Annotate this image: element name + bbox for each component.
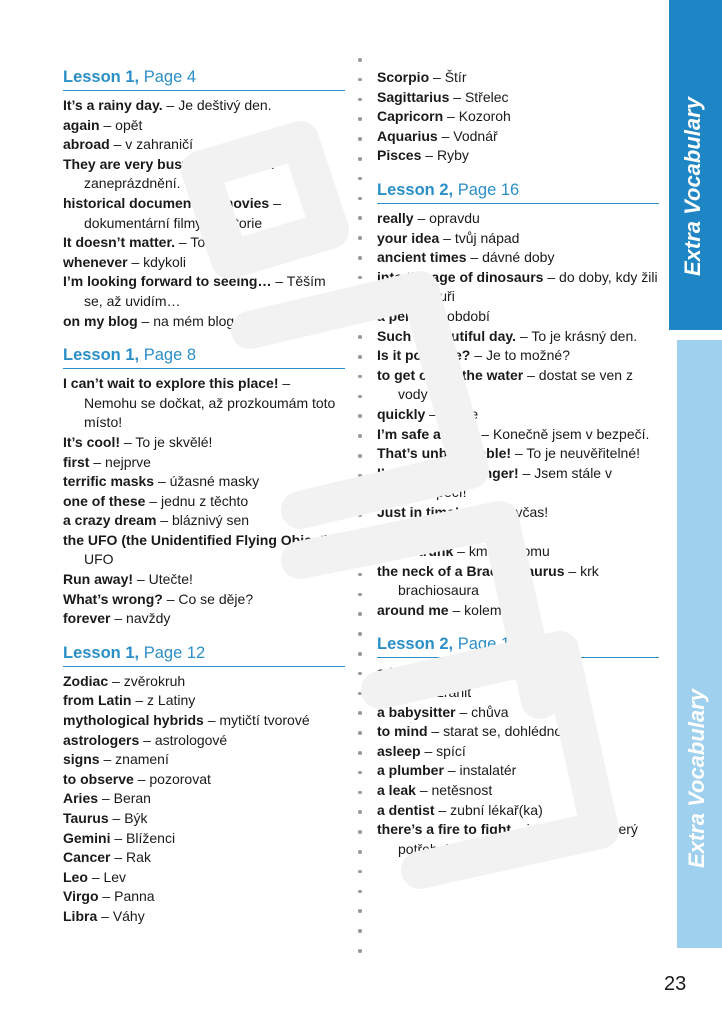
- lesson-heading: [377, 635, 659, 658]
- lesson-page: Page 4: [143, 68, 197, 86]
- vocab-term: signs: [63, 751, 100, 768]
- vocab-entry: Sagittarius – Střelec: [377, 88, 509, 105]
- vocab-translation: Utečte!: [148, 571, 193, 588]
- vocab-entry: asleep – spící: [377, 742, 466, 759]
- divider-dot: [358, 117, 362, 121]
- vocab-translation: Střelec: [464, 88, 509, 105]
- vocab-entry: a tailor – krejčí: [377, 664, 472, 681]
- vocab-entry: mythological hybrids – mytičtí tvorové: [63, 712, 310, 729]
- vocab-translation: zranit: [436, 684, 472, 701]
- divider-dot: [358, 909, 362, 913]
- vocab-translation: je tam oheň, který potřebuje uhasit: [398, 821, 638, 857]
- lesson-number: Lesson 1,: [63, 346, 140, 365]
- vocab-term: a babysitter: [377, 703, 456, 720]
- vocab-translation: Nemohu se dočkat, až prozkoumám toto místo!: [84, 394, 336, 431]
- lesson-page: Page 12: [143, 643, 206, 662]
- vocab-term: on my blog: [63, 312, 138, 329]
- vocab-term: Aquarius: [377, 127, 438, 144]
- lesson-section: [377, 181, 659, 620]
- vocab-translation: bláznivý sen: [171, 512, 250, 529]
- vocab-entry: ancient times – dávné doby: [377, 249, 555, 266]
- lesson-heading: [63, 346, 345, 369]
- vocab-entry: Aquarius – Vodnář: [377, 127, 498, 144]
- vocab-entry: one of these – jednu z těchto: [63, 492, 249, 509]
- vocab-entry: I’m always in danger! – Jsem stále v nebezpečí!: [377, 464, 612, 501]
- vocab-term: What’s wrong?: [63, 590, 163, 607]
- vocab-entry: into the age of dinosaurs – do doby, kdy žili dinosauři: [377, 268, 658, 305]
- vocab-term: the UFO (the Unidentified Flying Object): [63, 531, 329, 548]
- vocab-entry: terrific masks – úžasné masky: [63, 473, 260, 490]
- vocab-translation: instalatér: [459, 762, 517, 779]
- lesson-section: [63, 68, 345, 331]
- vocab-translation: Lev: [103, 868, 127, 885]
- divider-dot: [358, 810, 362, 814]
- divider-dot: [358, 731, 362, 735]
- vocab-term: Scorpio: [377, 69, 430, 85]
- vocab-term: your idea: [377, 229, 440, 246]
- divider-dot: [358, 177, 362, 181]
- vocab-entry: again – opět: [63, 116, 143, 133]
- vocab-entry: historical documentary movies – dokumentární filmy z historie: [63, 194, 281, 231]
- divider-dot: [358, 652, 362, 656]
- vocab-term: They are very busy.: [63, 155, 193, 172]
- vocab-term: a period: [377, 307, 432, 324]
- vocab-translation: Co se děje?: [178, 590, 254, 607]
- vocab-translation: Panna: [114, 888, 155, 905]
- vocab-translation: UFO: [84, 551, 114, 568]
- divider-dot: [358, 830, 362, 834]
- vocab-entry: from Latin – z Latiny: [63, 692, 196, 709]
- page-number: 23: [664, 973, 687, 995]
- vocab-translation: Býk: [124, 810, 148, 826]
- vocab-translation: netěsnost: [431, 782, 493, 798]
- vocab-translation: opět: [115, 116, 143, 133]
- divider-dot: [358, 751, 362, 755]
- vocab-term: again: [63, 116, 100, 133]
- lesson-section: [63, 346, 345, 629]
- vocab-entry: whenever – kdykoli: [63, 253, 186, 270]
- vocab-translation: zubní lékař(ka): [450, 801, 543, 818]
- lesson-heading: [377, 181, 659, 204]
- vocab-term: abroad: [63, 136, 110, 153]
- vocab-translation: jednu z těchto: [161, 492, 249, 509]
- divider-dot: [358, 672, 362, 676]
- vocab-translation: Štír: [444, 69, 467, 85]
- lesson-number: Lesson 1,: [63, 68, 140, 86]
- lesson-page: Page 18: [457, 635, 520, 654]
- divider-dot: [358, 553, 362, 557]
- left-column: [63, 68, 345, 942]
- vocab-entry: astrologers – astrologové: [63, 731, 228, 748]
- vocab-translation: tvůj nápad: [454, 229, 520, 246]
- divider-dot: [358, 850, 362, 854]
- divider-dot: [358, 593, 362, 597]
- vocab-term: one of these: [63, 492, 146, 509]
- vocab-translation: z Latiny: [147, 692, 196, 709]
- vocab-translation: znamení: [115, 751, 169, 768]
- vocab-translation: v zahraničí: [125, 136, 193, 153]
- vocab-translation: opravdu: [429, 209, 480, 226]
- vocab-entry: Leo – Lev: [63, 868, 127, 885]
- vocab-translation: na mém blogu: [153, 312, 242, 329]
- vocab-term: around me: [377, 601, 449, 618]
- vocab-term: luckily: [377, 523, 421, 540]
- vocab-entry: Virgo – Panna: [63, 888, 155, 905]
- divider-dot: [358, 157, 362, 161]
- vocab-term: mythological hybrids: [63, 712, 204, 729]
- vocab-entry: your idea – tvůj nápad: [377, 229, 520, 246]
- vocab-entry: Aries – Beran: [63, 790, 151, 807]
- divider-dot: [358, 434, 362, 438]
- sidebar-label-bottom: Extra Vocabulary: [684, 689, 709, 868]
- vocab-translation: pozorovat: [149, 770, 211, 787]
- vocab-term: I’m always in danger!: [377, 464, 519, 481]
- vocab-translation: Kozoroh: [458, 108, 511, 125]
- vocab-translation: zvěrokruh: [123, 672, 186, 689]
- lesson-heading: [63, 68, 345, 91]
- dotted-column-divider: [356, 58, 364, 973]
- vocab-translation: mytičtí tvorové: [219, 712, 310, 729]
- vocab-entry: to mind – starat se, dohlédnout: [377, 723, 574, 740]
- vocab-entry: Capricorn – Kozoroh: [377, 108, 511, 125]
- vocab-term: quickly: [377, 405, 426, 422]
- lesson-section: [63, 644, 345, 927]
- vocab-translation: Těším se, až uvidím…: [84, 273, 326, 309]
- vocab-term: Taurus: [63, 810, 109, 826]
- lesson-section: [377, 68, 659, 166]
- vocab-entry: I’m looking forward to seeing… – Těším se, až uvidím…: [63, 273, 326, 309]
- vocab-term: astrologers: [63, 731, 140, 748]
- vocab-translation: Blíženci: [126, 829, 176, 846]
- vocab-term: a leak: [377, 782, 416, 798]
- divider-dot: [358, 395, 362, 399]
- vocab-translation: dostat se ven z vody: [398, 366, 633, 403]
- vocab-translation: To nevadí.: [190, 234, 255, 251]
- vocab-translation: To je krásný den.: [531, 327, 638, 344]
- vocab-translation: To je neuvěřitelné!: [526, 445, 641, 462]
- vocab-entry: Run away! – Utečte!: [63, 571, 193, 588]
- divider-dot: [358, 58, 362, 62]
- divider-dot: [358, 276, 362, 280]
- vocab-entry: Just in time! – Právě včas!: [377, 503, 549, 520]
- vocab-term: Cancer: [63, 849, 111, 866]
- vocab-term: Sagittarius: [377, 88, 450, 105]
- vocab-translation: Beran: [113, 790, 151, 807]
- vocab-entry: on my blog – na mém blogu: [63, 312, 242, 329]
- vocab-translation: krk brachiosaura: [398, 562, 599, 599]
- lesson-page: Page 16: [457, 180, 520, 199]
- lesson-number: Lesson 1,: [63, 643, 140, 662]
- vocab-entry: quickly – rychle: [377, 405, 479, 422]
- vocab-translation: Rak: [126, 849, 151, 866]
- vocab-term: whenever: [63, 253, 128, 270]
- vocab-term: to get out of the water: [377, 366, 524, 383]
- vocab-term: terrific masks: [63, 473, 155, 490]
- vocab-term: a tailor: [377, 664, 423, 681]
- vocab-entry: to get out of the water – dostat se ven z vody: [377, 366, 633, 403]
- vocab-entry: to hurt – zranit: [377, 684, 472, 701]
- vocab-entry: Scorpio – Štír: [377, 69, 467, 85]
- vocab-term: to hurt: [377, 684, 422, 701]
- vocab-translation: chůva: [471, 703, 509, 720]
- vocab-term: to observe: [63, 770, 134, 787]
- vocab-translation: rychle: [440, 405, 479, 422]
- vocab-entry: a babysitter – chůva: [377, 703, 509, 720]
- divider-dot: [358, 236, 362, 240]
- lesson-number: Lesson 2,: [377, 635, 454, 654]
- divider-dot: [358, 929, 362, 933]
- vocab-entry: the neck of a Brachiosaurus – krk brachiosaura: [377, 562, 599, 599]
- vocab-entry: Pisces – Ryby: [377, 147, 469, 164]
- divider-dot: [358, 414, 362, 418]
- divider-dot: [358, 78, 362, 82]
- vocab-entry: What’s wrong? – Co se děje?: [63, 590, 254, 607]
- vocab-entry: That’s unbelievable! – To je neuvěřitelné!: [377, 445, 641, 462]
- vocab-entry: a leak – netěsnost: [377, 782, 493, 798]
- vocab-term: Is it possible?: [377, 347, 471, 364]
- divider-dot: [358, 216, 362, 220]
- vocab-translation: Konečně jsem v bezpečí.: [492, 425, 650, 442]
- vocab-translation: kolem mě: [464, 601, 525, 618]
- divider-dot: [358, 454, 362, 458]
- lesson-number: Lesson 2,: [377, 180, 454, 199]
- vocab-term: really: [377, 209, 414, 226]
- vocab-term: Gemini: [63, 829, 111, 846]
- vocab-entry: Is it possible? – Je to možné?: [377, 347, 570, 364]
- vocab-entry: a tree trunk – kmen stromu: [377, 543, 550, 560]
- vocab-term: It’s a rainy day.: [63, 97, 163, 113]
- vocab-term: It’s cool!: [63, 433, 121, 450]
- vocab-entry: They are very busy. – Jsou velmi zaneprázdnění.: [63, 155, 275, 192]
- vocab-term: Such a beautiful day.: [377, 327, 516, 344]
- vocab-term: Capricorn: [377, 108, 444, 125]
- vocab-term: I’m looking forward to seeing…: [63, 273, 272, 290]
- vocab-entry: I’m safe at last. – Konečně jsem v bezpečí.: [377, 425, 650, 442]
- vocab-entry: a dentist – zubní lékař(ka): [377, 801, 543, 818]
- vocab-entry: luckily – naštěstí: [377, 523, 486, 540]
- vocab-translation: Vodnář: [453, 127, 498, 144]
- vocab-translation: úžasné masky: [169, 473, 260, 490]
- lesson-page: Page 8: [143, 346, 197, 365]
- lesson-section: [377, 635, 659, 859]
- divider-dot: [358, 355, 362, 359]
- divider-dot: [358, 890, 362, 894]
- vocab-translation: Je deštivý den.: [178, 97, 272, 113]
- vocab-term: first: [63, 453, 90, 470]
- vocab-entry: Taurus – Býk: [63, 810, 148, 826]
- vocab-term: Run away!: [63, 571, 134, 588]
- vocab-term: asleep: [377, 742, 421, 759]
- vocab-entry: Gemini – Blíženci: [63, 829, 176, 846]
- divider-dot: [358, 612, 362, 616]
- vocab-entry: a period – období: [377, 307, 490, 324]
- vocab-entry: there’s a fire to fight – je tam oheň, který potřebuje uhasit: [377, 821, 638, 857]
- vocab-entry: Libra – Váhy: [63, 907, 145, 924]
- vocab-translation: naštěstí: [436, 523, 486, 540]
- vocab-entry: really – opravdu: [377, 209, 480, 226]
- vocab-term: a dentist: [377, 801, 435, 818]
- vocab-term: That’s unbelievable!: [377, 445, 512, 462]
- vocab-entry: to observe – pozorovat: [63, 770, 211, 787]
- vocab-entry: a plumber – instalatér: [377, 762, 517, 779]
- vocab-entry: abroad – v zahraničí: [63, 136, 193, 153]
- vocab-translation: navždy: [126, 610, 171, 627]
- divider-dot: [358, 494, 362, 498]
- divider-dot: [358, 791, 362, 795]
- vocab-entry: a crazy dream – bláznivý sen: [63, 512, 250, 529]
- vocab-entry: It’s a rainy day. – Je deštivý den.: [63, 97, 272, 113]
- vocab-entry: the UFO (the Unidentified Flying Object) – UFO: [63, 531, 341, 568]
- vocab-entry: signs – znamení: [63, 751, 169, 768]
- divider-dot: [358, 335, 362, 339]
- vocab-term: from Latin: [63, 692, 132, 709]
- divider-dot: [358, 474, 362, 478]
- divider-dot: [358, 256, 362, 260]
- divider-dot: [358, 533, 362, 537]
- vocab-term: forever: [63, 610, 111, 627]
- vocab-term: Virgo: [63, 888, 99, 905]
- vocab-translation: kmen stromu: [468, 543, 550, 560]
- divider-dot: [358, 573, 362, 577]
- vocab-translation: Ryby: [436, 147, 469, 164]
- divider-dot: [358, 870, 362, 874]
- vocab-term: a crazy dream: [63, 512, 157, 529]
- vocab-term: into the age of dinosaurs: [377, 268, 544, 285]
- vocab-term: a tree trunk: [377, 543, 454, 560]
- vocab-translation: kdykoli: [143, 253, 186, 270]
- vocab-translation: období: [447, 307, 490, 324]
- vocab-translation: To je skvělé!: [135, 433, 213, 450]
- lesson-heading: [63, 644, 345, 667]
- vocab-term: ancient times: [377, 249, 467, 266]
- divider-dot: [358, 375, 362, 379]
- vocab-entry: around me – kolem mě: [377, 601, 525, 618]
- vocab-term: the neck of a Brachiosaurus: [377, 562, 565, 579]
- divider-dot: [358, 949, 362, 953]
- vocab-translation: Je to možné?: [485, 347, 570, 364]
- divider-dot: [358, 711, 362, 715]
- vocab-entry: Such a beautiful day. – To je krásný den.: [377, 327, 638, 344]
- vocab-translation: dokumentární filmy z historie: [84, 214, 263, 231]
- vocab-term: It doesn’t matter.: [63, 234, 176, 251]
- vocab-translation: Právě včas!: [475, 503, 549, 520]
- right-column: [377, 68, 659, 874]
- vocab-entry: Cancer – Rak: [63, 849, 151, 866]
- vocab-entry: first – nejprve: [63, 453, 151, 470]
- vocab-entry: Zodiac – zvěrokruh: [63, 672, 186, 689]
- divider-dot: [358, 315, 362, 319]
- vocab-translation: Jsem stále v nebezpečí!: [398, 464, 612, 501]
- vocab-translation: Váhy: [112, 907, 145, 924]
- vocab-term: Aries: [63, 790, 99, 807]
- vocab-translation: spící: [436, 742, 466, 759]
- vocab-term: there’s a fire to fight: [377, 821, 512, 838]
- vocab-term: to mind: [377, 723, 428, 740]
- vocab-entry: forever – navždy: [63, 610, 171, 627]
- vocab-term: Libra: [63, 907, 98, 924]
- vocab-translation: nejprve: [105, 453, 151, 470]
- divider-dot: [358, 632, 362, 636]
- vocab-translation: astrologové: [154, 731, 228, 748]
- vocab-term: Pisces: [377, 147, 422, 164]
- divider-dot: [358, 513, 362, 517]
- vocab-entry: I can’t wait to explore this place! – Nemohu se dočkat, až prozkoumám toto místo!: [63, 375, 336, 431]
- divider-dot: [358, 296, 362, 300]
- vocab-translation: starat se, dohlédnout: [443, 723, 574, 740]
- divider-dot: [358, 692, 362, 696]
- vocab-translation: do doby, kdy žili dinosauři: [398, 268, 658, 305]
- vocab-translation: Jsou velmi zaneprázdnění.: [84, 155, 275, 192]
- divider-dot: [358, 197, 362, 201]
- vocab-term: I can’t wait to explore this place!: [63, 375, 279, 392]
- vocab-entry: It’s cool! – To je skvělé!: [63, 433, 213, 450]
- vocab-term: historical documentary movies: [63, 194, 270, 211]
- vocab-term: Zodiac: [63, 672, 109, 689]
- divider-dot: [358, 771, 362, 775]
- vocab-term: Just in time!: [377, 503, 460, 520]
- divider-dot: [358, 98, 362, 102]
- vocab-translation: dávné doby: [482, 249, 555, 266]
- vocab-term: a plumber: [377, 762, 444, 779]
- vocab-translation: krejčí: [438, 664, 472, 681]
- sidebar-label-top: Extra Vocabulary: [680, 97, 705, 276]
- divider-dot: [358, 137, 362, 141]
- vocab-entry: It doesn’t matter. – To nevadí.: [63, 234, 255, 251]
- vocab-term: I’m safe at last.: [377, 425, 478, 442]
- vocab-term: Leo: [63, 868, 88, 885]
